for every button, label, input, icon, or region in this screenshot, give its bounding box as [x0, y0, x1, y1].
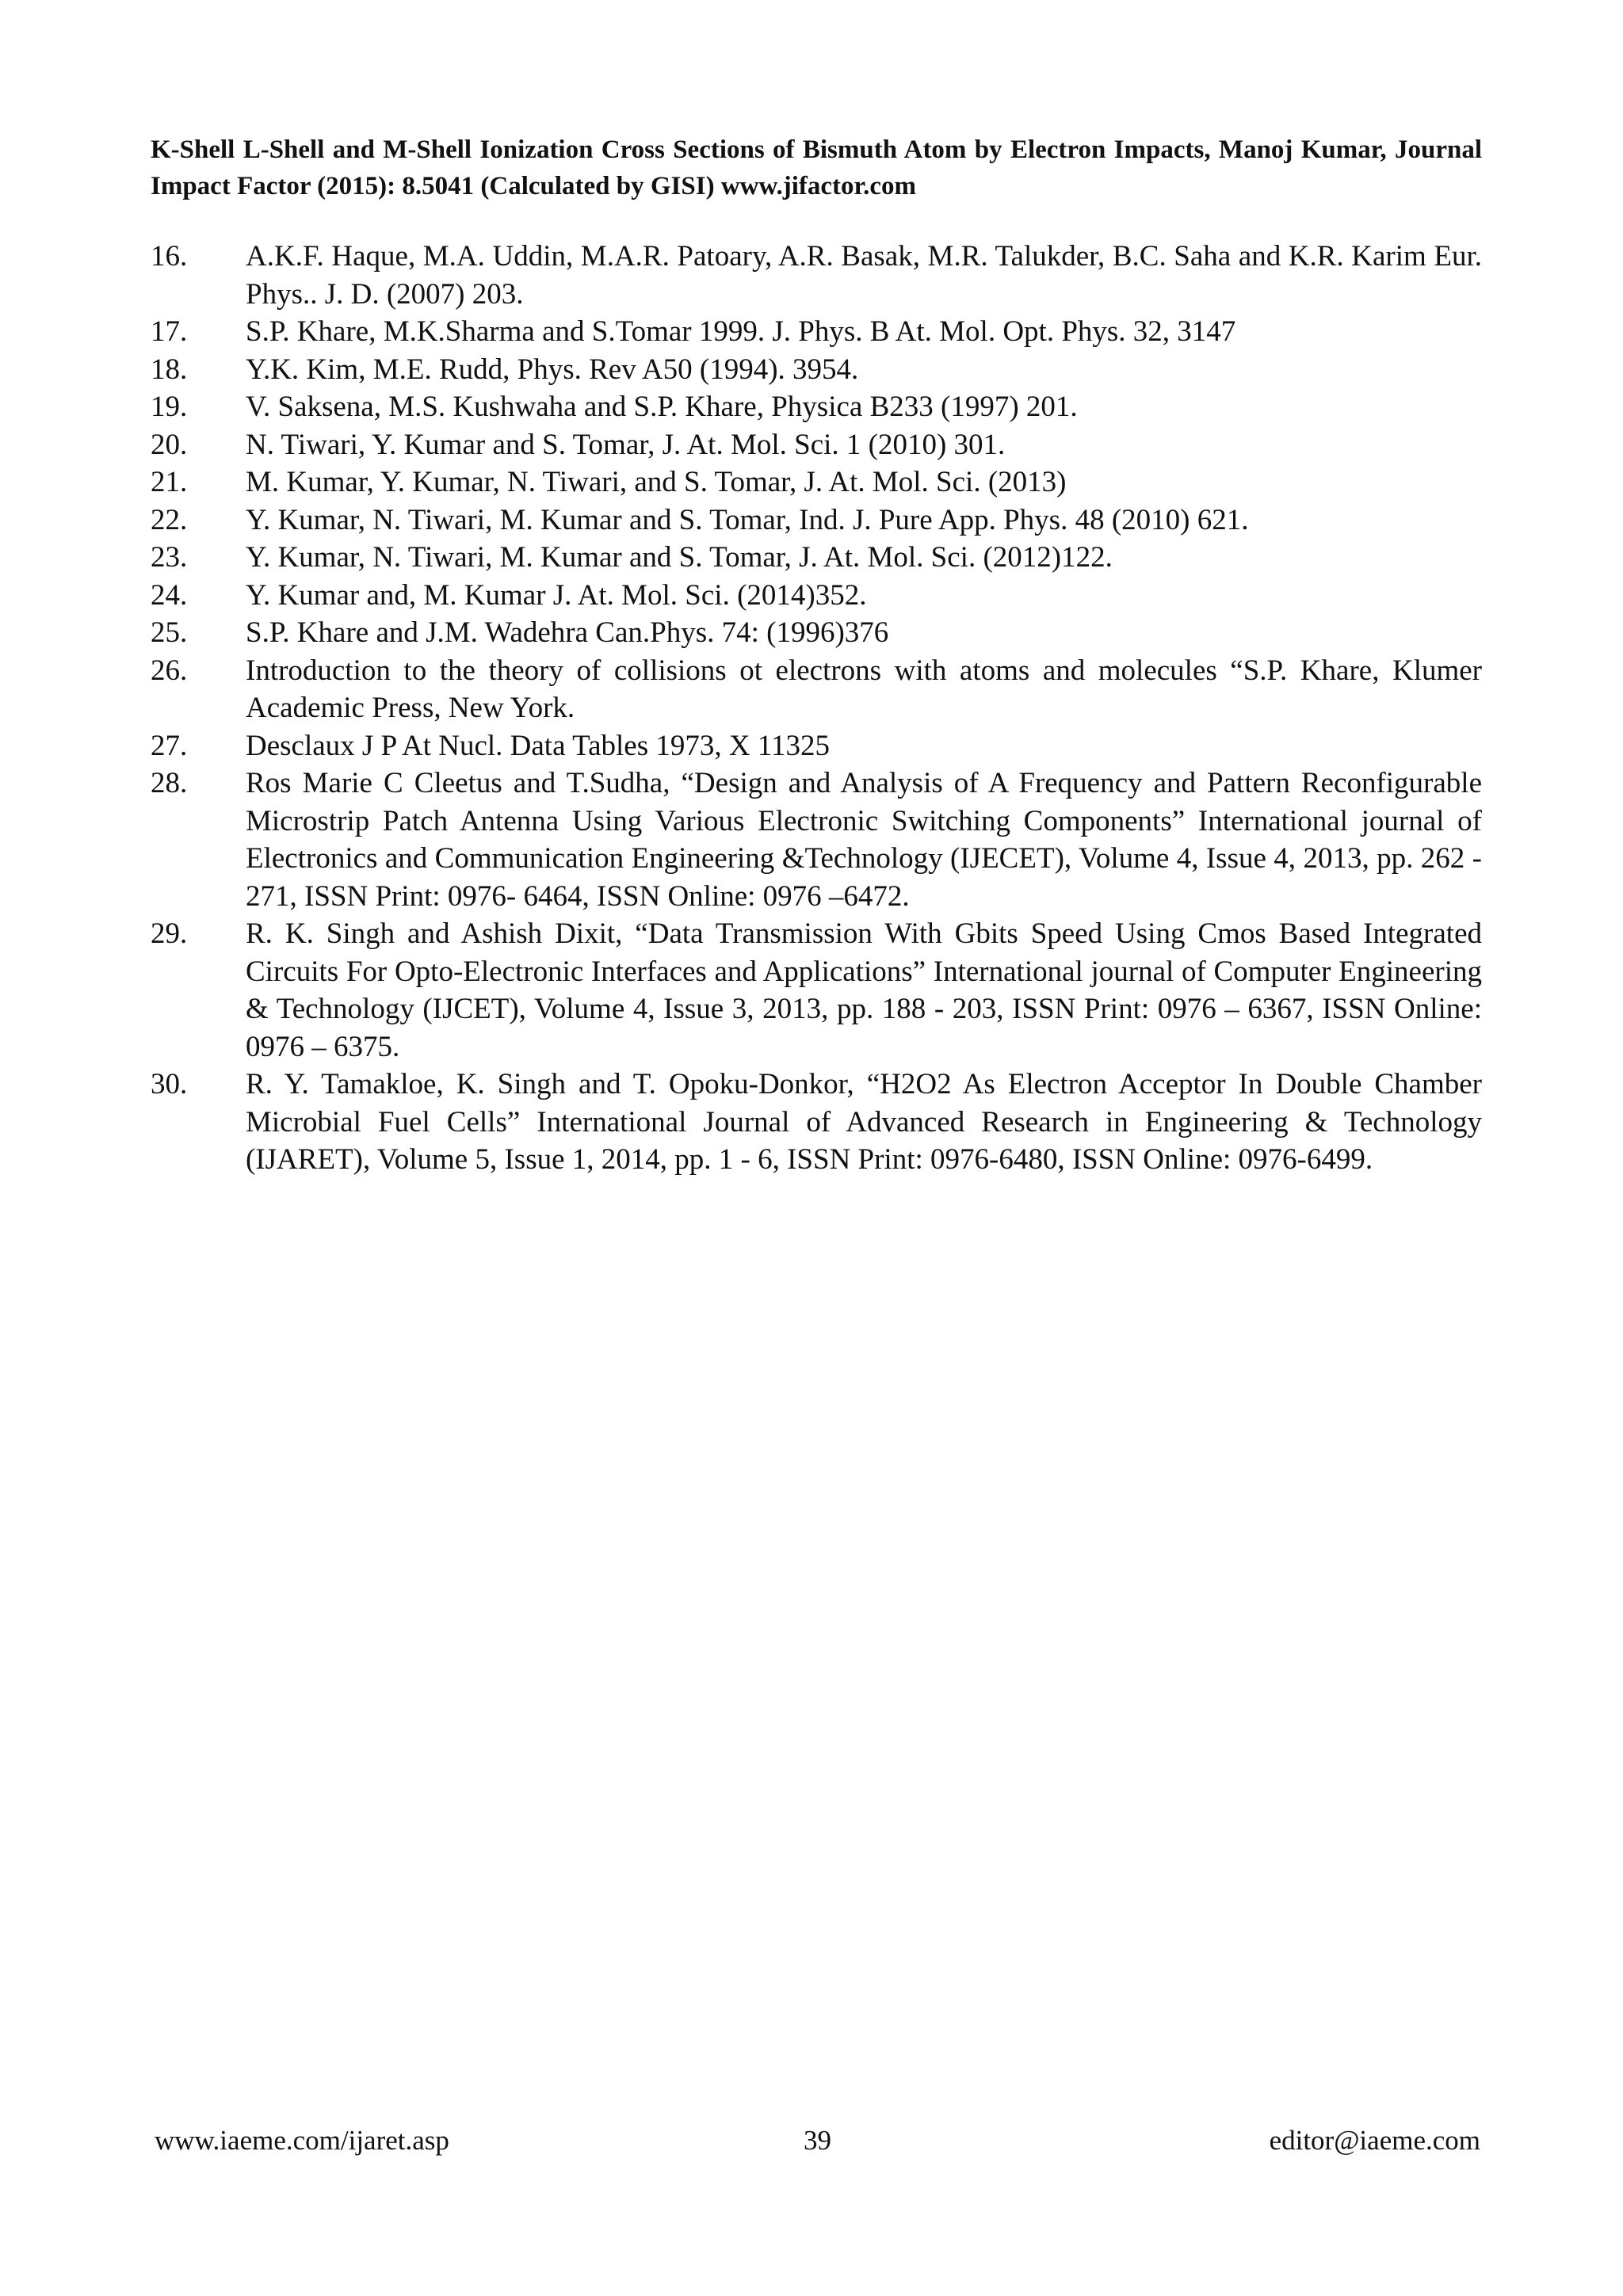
reference-number: 25.: [151, 616, 188, 649]
reference-text: Desclaux J P At Nucl. Data Tables 1973, X 11325: [246, 729, 830, 762]
reference-item: [151, 539, 1482, 577]
reference-number: 29.: [151, 917, 188, 950]
reference-number: 23.: [151, 541, 188, 574]
reference-number: 21.: [151, 466, 188, 498]
reference-number: 22.: [151, 503, 188, 536]
reference-item: [151, 915, 1482, 1066]
reference-item: [151, 727, 1482, 765]
reference-text: Y. Kumar and, M. Kumar J. At. Mol. Sci. (2014)352.: [246, 578, 867, 612]
reference-number: 24.: [151, 578, 188, 612]
reference-item: [151, 351, 1482, 389]
reference-text: M. Kumar, Y. Kumar, N. Tiwari, and S. Tomar, J. At. Mol. Sci. (2013): [246, 466, 1067, 498]
reference-item: [151, 502, 1482, 540]
reference-text: Y.K. Kim, M.E. Rudd, Phys. Rev A50 (1994). 3954.: [246, 353, 859, 386]
reference-number: 28.: [151, 767, 188, 799]
reference-item: [151, 652, 1482, 727]
reference-item: [151, 238, 1482, 313]
reference-item: [151, 614, 1482, 652]
reference-number: 19.: [151, 391, 188, 423]
reference-text: Y. Kumar, N. Tiwari, M. Kumar and S. Tomar, Ind. J. Pure App. Phys. 48 (2010) 621.: [246, 503, 1249, 536]
reference-item: [151, 313, 1482, 351]
footer-email: editor@iaeme.com: [1269, 2125, 1480, 2156]
reference-text: V. Saksena, M.S. Kushwaha and S.P. Khare, Physica B233 (1997) 201.: [246, 391, 1078, 423]
reference-text: Y. Kumar, N. Tiwari, M. Kumar and S. Tomar, J. At. Mol. Sci. (2012)122.: [246, 541, 1113, 574]
reference-item: [151, 1066, 1482, 1179]
reference-number: 26.: [151, 654, 188, 687]
reference-text: Ros Marie C Cleetus and T.Sudha, “Design and Analysis of A Frequency and Pattern Reconfigurable Microstrip Patch Antenna Using Various Electronic Switching Components” International journal of Electronics and Communication Engineering &Technology (IJECET), Volume 4, Issue 4, 2013, pp. 262 - 271, ISSN Print: 0976- 6464, ISSN Online: 0976 –6472.: [246, 767, 1482, 913]
reference-text: S.P. Khare and J.M. Wadehra Can.Phys. 74: (1996)376: [246, 616, 889, 649]
reference-text: A.K.F. Haque, M.A. Uddin, M.A.R. Patoary, A.R. Basak, M.R. Talukder, B.C. Saha and K.R. Karim Eur. Phys.. J. D. (2007) 203.: [246, 240, 1482, 311]
reference-text: S.P. Khare, M.K.Sharma and S.Tomar 1999. J. Phys. B At. Mol. Opt. Phys. 32, 3147: [246, 315, 1236, 348]
reference-number: 27.: [151, 729, 188, 762]
running-header-title: K-Shell L-Shell and M-Shell Ionization Cross Sections of Bismuth Atom by Electron Impacts, Manoj Kumar, Journal Impact Factor (2015): 8.5041 (Calculated by GISI) www.jifactor.com: [151, 135, 1482, 200]
reference-text: Introduction to the theory of collisions ot electrons with atoms and molecules “S.P. Khare, Klumer Academic Press, New York.: [246, 654, 1482, 724]
reference-list: [151, 238, 1482, 1179]
reference-number: 30.: [151, 1068, 188, 1100]
reference-item: [151, 463, 1482, 502]
reference-text: R. K. Singh and Ashish Dixit, “Data Transmission With Gbits Speed Using Cmos Based Integrated Circuits For Opto-Electronic Interfaces and Applications” International journal of Computer Engineering & Technology (IJCET), Volume 4, Issue 3, 2013, pp. 188 - 203, ISSN Print: 0976 – 6367, ISSN Online: 0976 – 6375.: [246, 917, 1482, 1063]
reference-text: R. Y. Tamakloe, K. Singh and T. Opoku-Donkor, “H2O2 As Electron Acceptor In Double Chamber Microbial Fuel Cells” International Journal of Advanced Research in Engineering & Technology (IJARET), Volume 5, Issue 1, 2014, pp. 1 - 6, ISSN Print: 0976-6480, ISSN Online: 0976-6499.: [246, 1068, 1482, 1176]
reference-item: [151, 388, 1482, 426]
running-header: [151, 132, 1482, 204]
footer-website: www.iaeme.com/ijaret.asp: [155, 2125, 449, 2156]
reference-item: [151, 426, 1482, 464]
reference-item: [151, 577, 1482, 615]
reference-number: 20.: [151, 428, 188, 461]
reference-number: 16.: [151, 240, 188, 273]
footer-page-number: 39: [804, 2125, 831, 2156]
reference-number: 17.: [151, 315, 188, 348]
reference-number: 18.: [151, 353, 188, 386]
reference-item: [151, 765, 1482, 915]
reference-text: N. Tiwari, Y. Kumar and S. Tomar, J. At. Mol. Sci. 1 (2010) 301.: [246, 428, 1006, 461]
